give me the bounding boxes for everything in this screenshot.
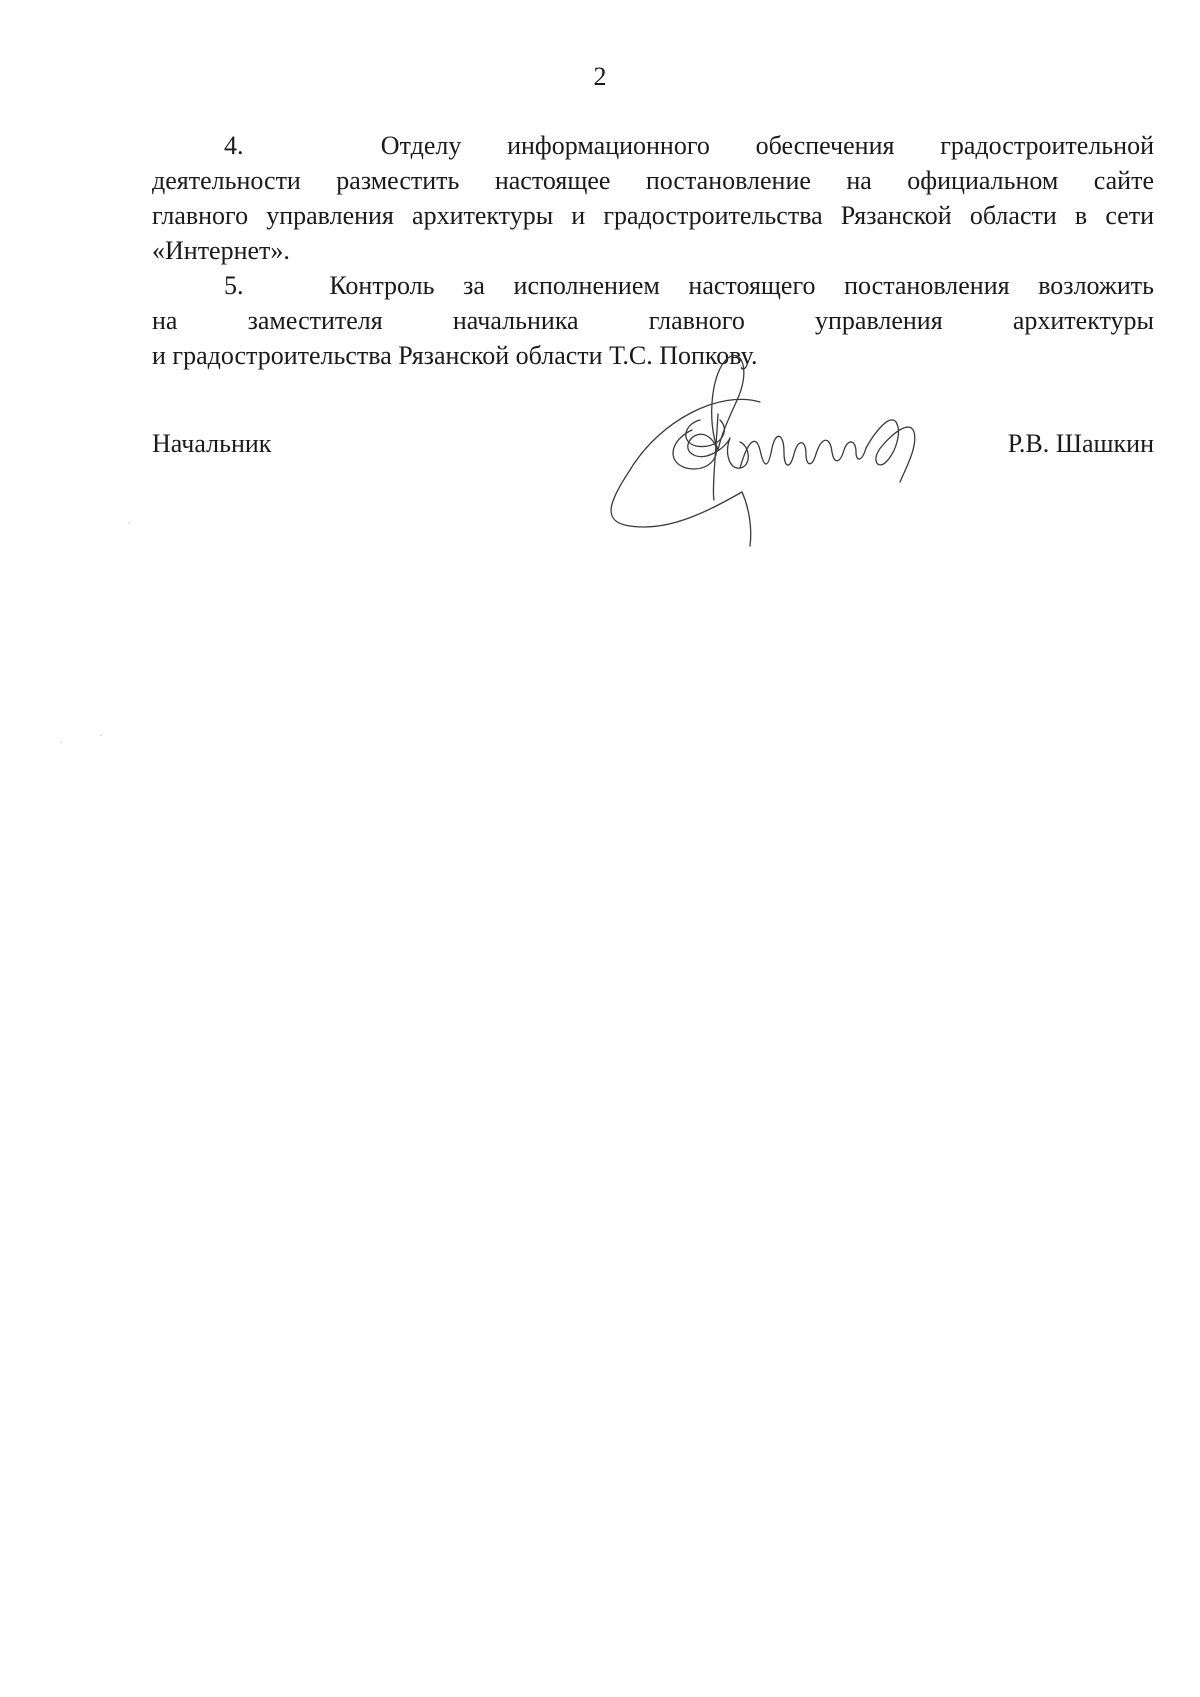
document-body — [152, 128, 1154, 373]
page-number: 2 — [593, 62, 607, 91]
handwritten-signature-icon — [600, 350, 940, 550]
scan-speck — [60, 742, 62, 743]
paragraph-line: деятельности разместить настоящее постановление на официальном сайте — [152, 166, 1154, 195]
paragraph-line: и градостроительства Рязанской области Т.С. Попкову. — [152, 341, 758, 370]
paragraph-4 — [152, 128, 1154, 268]
paragraph-line: на заместителя начальника главного управления архитектуры — [152, 306, 1154, 335]
paragraph-line: главного управления архитектуры и градостроительства Рязанской области в сети — [152, 201, 1154, 230]
signatory-name: Р.В. Шашкин — [1007, 429, 1154, 458]
signatory-title: Начальник — [152, 429, 272, 458]
paragraph-line: 4. Отделу информационного обеспечения градостроительной — [224, 131, 1154, 160]
paragraph-line: «Интернет». — [152, 236, 290, 265]
scan-speck — [128, 522, 130, 523]
paragraph-line: 5. Контроль за исполнением настоящего постановления возложить — [224, 271, 1154, 300]
scan-speck — [100, 735, 102, 736]
